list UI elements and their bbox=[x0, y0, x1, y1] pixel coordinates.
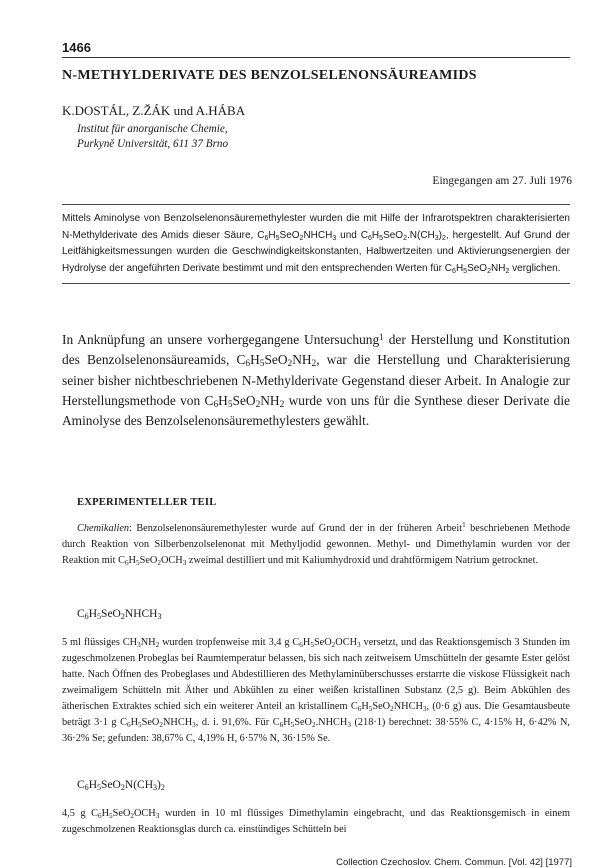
synthesis-segment: wurden in 10 ml flüssiges Dimethylamin eingebracht, und das Reaktionsgemisch in einem zugeschmolzenen Reaktionsglas durch ca. einstündiges Schütteln bei bbox=[62, 808, 570, 835]
formula: $C_6H_5SeO_2NHCH_3$ bbox=[257, 229, 337, 242]
page-number: 1466 bbox=[62, 40, 91, 55]
received-date: Eingegangen am 27. Juli 1976 bbox=[432, 175, 572, 187]
reference-marker: 1 bbox=[462, 521, 466, 529]
formula: $C_6H_5SeO_2NH_2$ bbox=[236, 352, 317, 370]
chemicals-segment: zweimal destilliert und mit Kaliumhydroxid und drahtförmigem Natrium getrocknet. bbox=[186, 555, 539, 566]
affiliation-line-2: Purkyně Universität, 611 37 Brno bbox=[77, 138, 229, 150]
synthesis-segment: wurden tropfenweise mit 3,4 g bbox=[159, 637, 293, 648]
affiliation-line-1: Institut für anorganische Chemie, bbox=[77, 123, 228, 135]
formula: $C_6H_5SeO_2OCH_3$ bbox=[292, 637, 361, 649]
abstract-segment: verglichen. bbox=[509, 262, 561, 274]
intro-segment: wurde von uns für die Synthese dieser Derivate die Aminolyse des Benzolselenonsäuremethylesters gewählt. bbox=[62, 392, 570, 429]
formula: $C_6H_5SeO_2.N(CH_3)_2$ bbox=[360, 229, 446, 242]
journal-footer: Collection Czechoslov. Chem. Commun. [Vol. 42] [1977] bbox=[336, 857, 572, 868]
formula: $C_6H_5SeO_2OCH_3$ bbox=[91, 808, 160, 820]
synthesis-paragraph-2 bbox=[62, 806, 570, 838]
header-rule bbox=[62, 57, 570, 58]
compound-heading-nch32: $C_6H_5SeO_2N(CH_3)_2$ bbox=[77, 779, 165, 792]
chemicals-label: Chemikalien bbox=[77, 523, 130, 534]
formula: $CH_3NH_2$ bbox=[122, 637, 160, 649]
synthesis-segment: (218·1) berechnet: 38·55% C, 4·15% H, 6·42% N, 36·2% Se; gefunden: 38,67% C, 4,19% H, 6·57% N, 36·15% Se. bbox=[62, 717, 570, 744]
intro-segment: der Herstellung und Konstitution des Benzolselenonsäureamids, bbox=[62, 332, 570, 368]
synthesis-paragraph-1 bbox=[62, 635, 570, 747]
article-title: N-METHYLDERIVATE DES BENZOLSELENONSÄUREAMIDS bbox=[62, 68, 477, 83]
authors: K.DOSTÁL, Z.ŽÁK und A.HÁBA bbox=[62, 103, 246, 118]
synthesis-segment: versetzt, und das Reaktionsgemisch 3 Stunden im zugeschmolzenen Probeglas bei Raumtemperatur belassen, bis sich nach zeitweisem Umschütteln der gesamte Ester gelöst hatte. Nach Öffnen des Probeglases und Abdestillieren des Methylaminüberschusses erstarrte die viskose Flüssigkeit nach zweimaligem Schütteln mit Äther und Abkühlen zu einer weißen kristallinen Substanz (2,5 g). Beim Abkühlen des ätherischen Extraktes schied sich ein weiterer Anteil an kristallinem bbox=[62, 637, 570, 712]
synthesis-segment: 5 ml flüssiges bbox=[62, 637, 123, 648]
formula: $C_6H_5SeO_2NHCH_3$ bbox=[350, 701, 427, 713]
chemicals-segment: beschriebenen Methode durch Reaktion von Silberbenzolselenonat mit Methyljodid gewonnen. Methyl- und Dimethylamin wurden vor der Reaktion mit bbox=[62, 523, 570, 566]
abstract-segment: , hergestellt. Auf Grund der Leitfähigkeitsmessungen wurden die Geschwindigkeitskonstanten, Halbwertzeiten und Aktivierungsenergien der Hydrolyse der angeführten Derivate bestimmt und mit den entsprechenden Werten für bbox=[62, 229, 571, 274]
introduction-paragraph bbox=[62, 330, 570, 431]
formula: $C_6H_5SeO_2NHCH_3$ bbox=[120, 717, 196, 729]
formula: $C_6H_5SeO_2OCH_3$ bbox=[118, 555, 187, 567]
abstract-text bbox=[62, 211, 570, 277]
synthesis-segment: , d. i. 91,6%. Für bbox=[195, 717, 273, 728]
synthesis-segment: , (0·6 g) aus. Die Gesamtausbeute beträgt 3·1 g bbox=[62, 701, 570, 728]
section-heading: EXPERIMENTELLER TEIL bbox=[77, 497, 217, 508]
formula: $C_6H_5SeO_2.NHCH_3$ bbox=[272, 717, 351, 729]
abstract-segment: Mittels Aminolyse von Benzolselenonsäuremethylester wurden die mit Hilfe der Infrarotspektren charakterisierten N-Methylderivate des Amids dieser Säure, bbox=[62, 213, 570, 241]
formula: $C_6H_5SeO_2NH_2$ bbox=[444, 262, 510, 275]
abstract bbox=[62, 204, 570, 284]
synthesis-segment: 4,5 g bbox=[62, 808, 92, 819]
abstract-segment: und bbox=[336, 229, 361, 241]
chemicals-segment: : Benzolselenonsäuremethylester wurde auf Grund der in der früheren Arbeit bbox=[129, 523, 463, 534]
compound-heading-nhch3: $C_6H_5SeO_2NHCH_3$ bbox=[77, 608, 162, 621]
formula: $C_6H_5SeO_2NH_2$ bbox=[204, 392, 285, 410]
intro-segment: In Anknüpfung an unsere vorhergegangene Untersuchung bbox=[62, 332, 380, 347]
intro-segment: , war die Herstellung und Charakterisierung seiner bisher nichtbeschriebenen N-Methylderivate Gegenstand dieser Arbeit. In Analogie zur Herstellungsmethode von bbox=[62, 352, 570, 408]
chemicals-paragraph bbox=[62, 521, 570, 569]
reference-marker: 1 bbox=[379, 333, 384, 343]
